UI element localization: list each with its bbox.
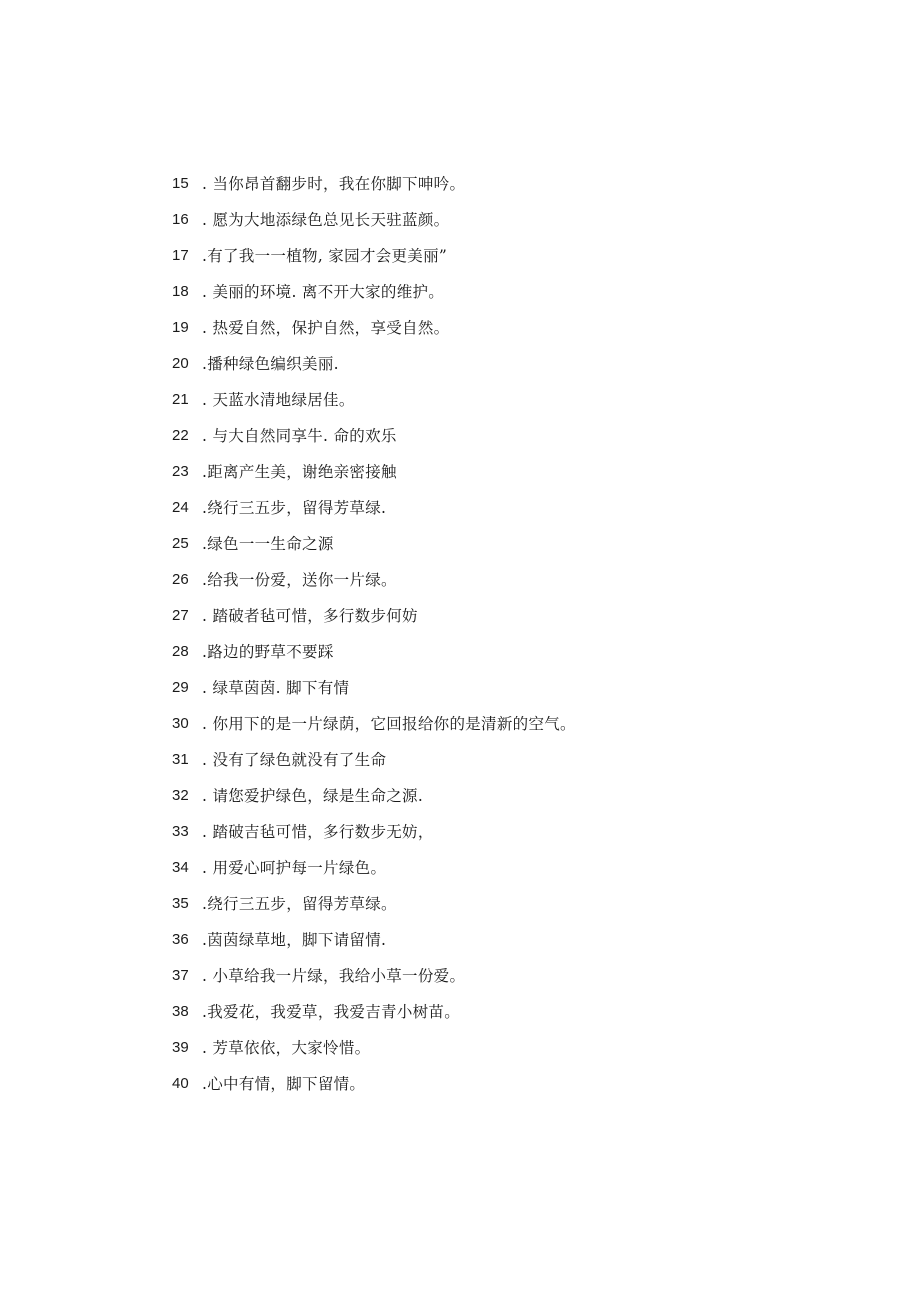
list-item	[172, 676, 576, 712]
item-number: 25	[172, 535, 189, 552]
item-text: . 愿为大地添绿色总见长天驻蓝颜。	[202, 211, 450, 229]
item-text: . 小草给我一片绿，我给小草一份爱。	[202, 967, 466, 985]
item-number: 40	[172, 1075, 189, 1092]
list-item	[172, 748, 576, 784]
item-number: 31	[172, 751, 189, 768]
item-number: 38	[172, 1003, 189, 1020]
item-text: .距离产生美，谢绝亲密接触	[202, 463, 397, 481]
item-number: 33	[172, 823, 189, 840]
list-item	[172, 712, 576, 748]
slogan-list	[172, 172, 576, 1108]
list-item	[172, 388, 576, 424]
item-text: .心中有情，脚下留情。	[202, 1075, 366, 1093]
list-item	[172, 928, 576, 964]
item-text: . 踏破者毡可惜，多行数步何妨	[202, 607, 418, 625]
item-number: 26	[172, 571, 189, 588]
list-item	[172, 352, 576, 388]
item-number: 19	[172, 319, 189, 336]
item-text: .绿色一一生命之源	[202, 535, 334, 553]
item-number: 23	[172, 463, 189, 480]
item-number: 21	[172, 391, 189, 408]
item-number: 39	[172, 1039, 189, 1056]
list-item	[172, 424, 576, 460]
item-text: .播种绿色编织美丽.	[202, 355, 339, 373]
list-item	[172, 640, 576, 676]
list-item	[172, 1072, 576, 1108]
list-item	[172, 820, 576, 856]
item-number: 30	[172, 715, 189, 732]
item-text: .有了我一一植物, 家园才会更美丽”	[202, 247, 448, 265]
list-item	[172, 892, 576, 928]
item-text: .绕行三五步，留得芳草绿。	[202, 895, 397, 913]
item-number: 37	[172, 967, 189, 984]
item-number: 34	[172, 859, 189, 876]
item-text: . 请您爱护绿色，绿是生命之源.	[202, 787, 424, 805]
item-text: . 你用下的是一片绿荫，它回报给你的是清新的空气。	[202, 715, 576, 733]
item-number: 24	[172, 499, 189, 516]
item-text: . 用爱心呵护每一片绿色。	[202, 859, 387, 877]
item-text: .给我一份爱，送你一片绿。	[202, 571, 397, 589]
item-number: 22	[172, 427, 189, 444]
list-item	[172, 856, 576, 892]
list-item	[172, 568, 576, 604]
item-number: 27	[172, 607, 189, 624]
list-item	[172, 460, 576, 496]
item-number: 36	[172, 931, 189, 948]
item-number: 18	[172, 283, 189, 300]
item-text: .茵茵绿草地，脚下请留情.	[202, 931, 387, 949]
list-item	[172, 1036, 576, 1072]
item-text: . 当你昂首翻步时，我在你脚下呻吟。	[202, 175, 466, 193]
list-item	[172, 532, 576, 568]
list-item	[172, 280, 576, 316]
item-text: . 美丽的环境. 离不开大家的维护。	[202, 283, 445, 301]
item-number: 28	[172, 643, 189, 660]
item-number: 35	[172, 895, 189, 912]
list-item	[172, 208, 576, 244]
item-text: . 没有了绿色就没有了生命	[202, 751, 387, 769]
list-item	[172, 316, 576, 352]
item-text: . 芳草依依，大家怜惜。	[202, 1039, 371, 1057]
list-item	[172, 496, 576, 532]
list-item	[172, 244, 576, 280]
list-item	[172, 1000, 576, 1036]
item-text: . 与大自然同享牛. 命的欢乐	[202, 427, 397, 445]
list-item	[172, 964, 576, 1000]
item-text: . 踏破吉毡可惜，多行数步无妨，	[202, 823, 434, 841]
item-number: 29	[172, 679, 189, 696]
item-text: . 热爱自然，保护自然，享受自然。	[202, 319, 450, 337]
item-text: .路边的野草不要踩	[202, 643, 334, 661]
item-number: 20	[172, 355, 189, 372]
item-text: .绕行三五步，留得芳草绿.	[202, 499, 387, 517]
item-number: 16	[172, 211, 189, 228]
list-item	[172, 784, 576, 820]
list-item	[172, 172, 576, 208]
item-text: .我爱花，我爱草，我爱吉青小树苗。	[202, 1003, 461, 1021]
item-text: . 天蓝水清地绿居佳。	[202, 391, 355, 409]
item-number: 32	[172, 787, 189, 804]
list-item	[172, 604, 576, 640]
item-number: 15	[172, 175, 189, 192]
item-text: . 绿草茵茵. 脚下有情	[202, 679, 350, 697]
item-number: 17	[172, 247, 189, 264]
